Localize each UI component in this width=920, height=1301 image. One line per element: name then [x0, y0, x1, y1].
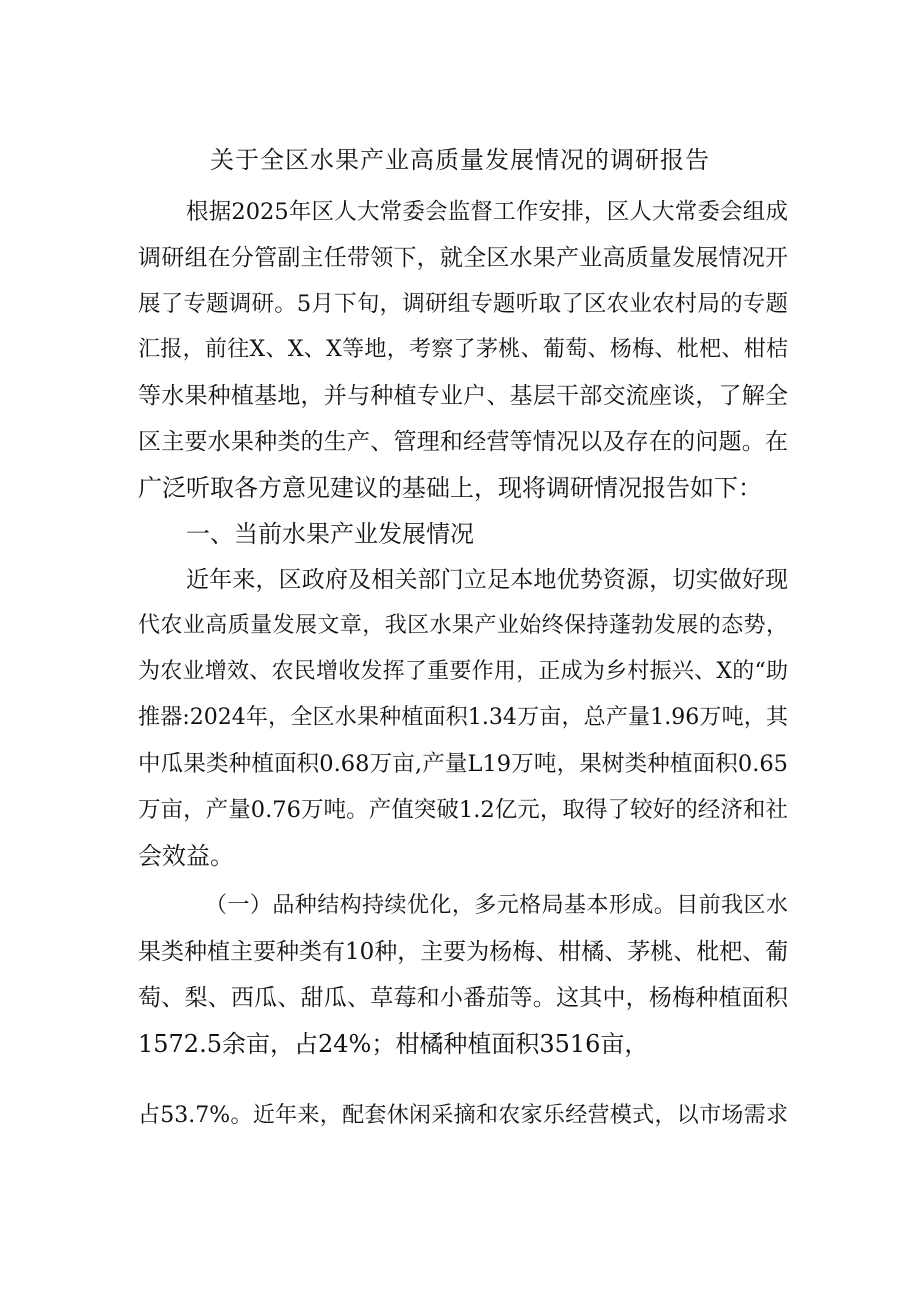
paragraph-line: 汇报，前往X、X、X等地，考察了茅桃、葡萄、杨梅、枇杷、柑桔	[138, 337, 788, 362]
paragraph-line: 推器:2024年，全区水果种植面积1.34万亩，总产量1.96万吨，其	[138, 705, 788, 730]
paragraph-line: 代农业高质量发展文章，我区水果产业始终保持蓬勃发展的态势，	[138, 613, 788, 638]
paragraph-line: 为农业增效、农民增收发挥了重要作用，正成为乡村振兴、X的“助	[138, 659, 788, 684]
paragraph-line: 会效益。	[138, 842, 234, 870]
paragraph-line: 等水果种植基地，并与种植专业户、基层干部交流座谈，了解全	[138, 383, 788, 409]
section-heading: 一、当前水果产业发展情况	[186, 520, 474, 548]
paragraph-line: 万亩，产量0.76万吨。产值突破1.2亿元，取得了较好的经济和社	[138, 797, 788, 823]
paragraph-line: 区主要水果种类的生产、管理和经营等情况以及存在的问题。在	[138, 429, 788, 455]
paragraph-line: 展了专题调研。5月下旬，调研组专题听取了区农业农村局的专题	[138, 291, 788, 317]
paragraph-line: 萄、梨、西瓜、甜瓜、草莓和小番茄等。这其中，杨梅种植面积	[138, 985, 788, 1011]
paragraph-line: 果类种植主要种类有10种，主要为杨梅、柑橘、茅桃、枇杷、葡	[138, 939, 789, 965]
document-title: 关于全区水果产业高质量发展情况的调研报告	[210, 146, 710, 174]
paragraph-line: 调研组在分管副主任带领下，就全区水果产业高质量发展情况开	[138, 245, 788, 271]
paragraph-line: 中瓜果类种植面积0.68万亩,产量L19万吨，果树类种植面积0.65	[138, 751, 788, 777]
paragraph-line: 占53.7%。近年来，配套休闲采摘和农家乐经营模式，以市场需求	[138, 1103, 788, 1128]
paragraph-line: 1572.5余亩，占24%；柑橘种植面积3516亩，	[138, 1030, 649, 1058]
paragraph-line: 近年来，区政府及相关部门立足本地优势资源，切实做好现	[186, 567, 788, 593]
paragraph-line: （一）品种结构持续优化，多元格局基本形成。目前我区水	[205, 893, 788, 918]
paragraph-line: 广泛听取各方意见建议的基础上，现将调研情况报告如下：	[138, 474, 762, 502]
paragraph-line: 根据2025年区人大常委会监督工作安排，区人大常委会组成	[186, 199, 788, 225]
